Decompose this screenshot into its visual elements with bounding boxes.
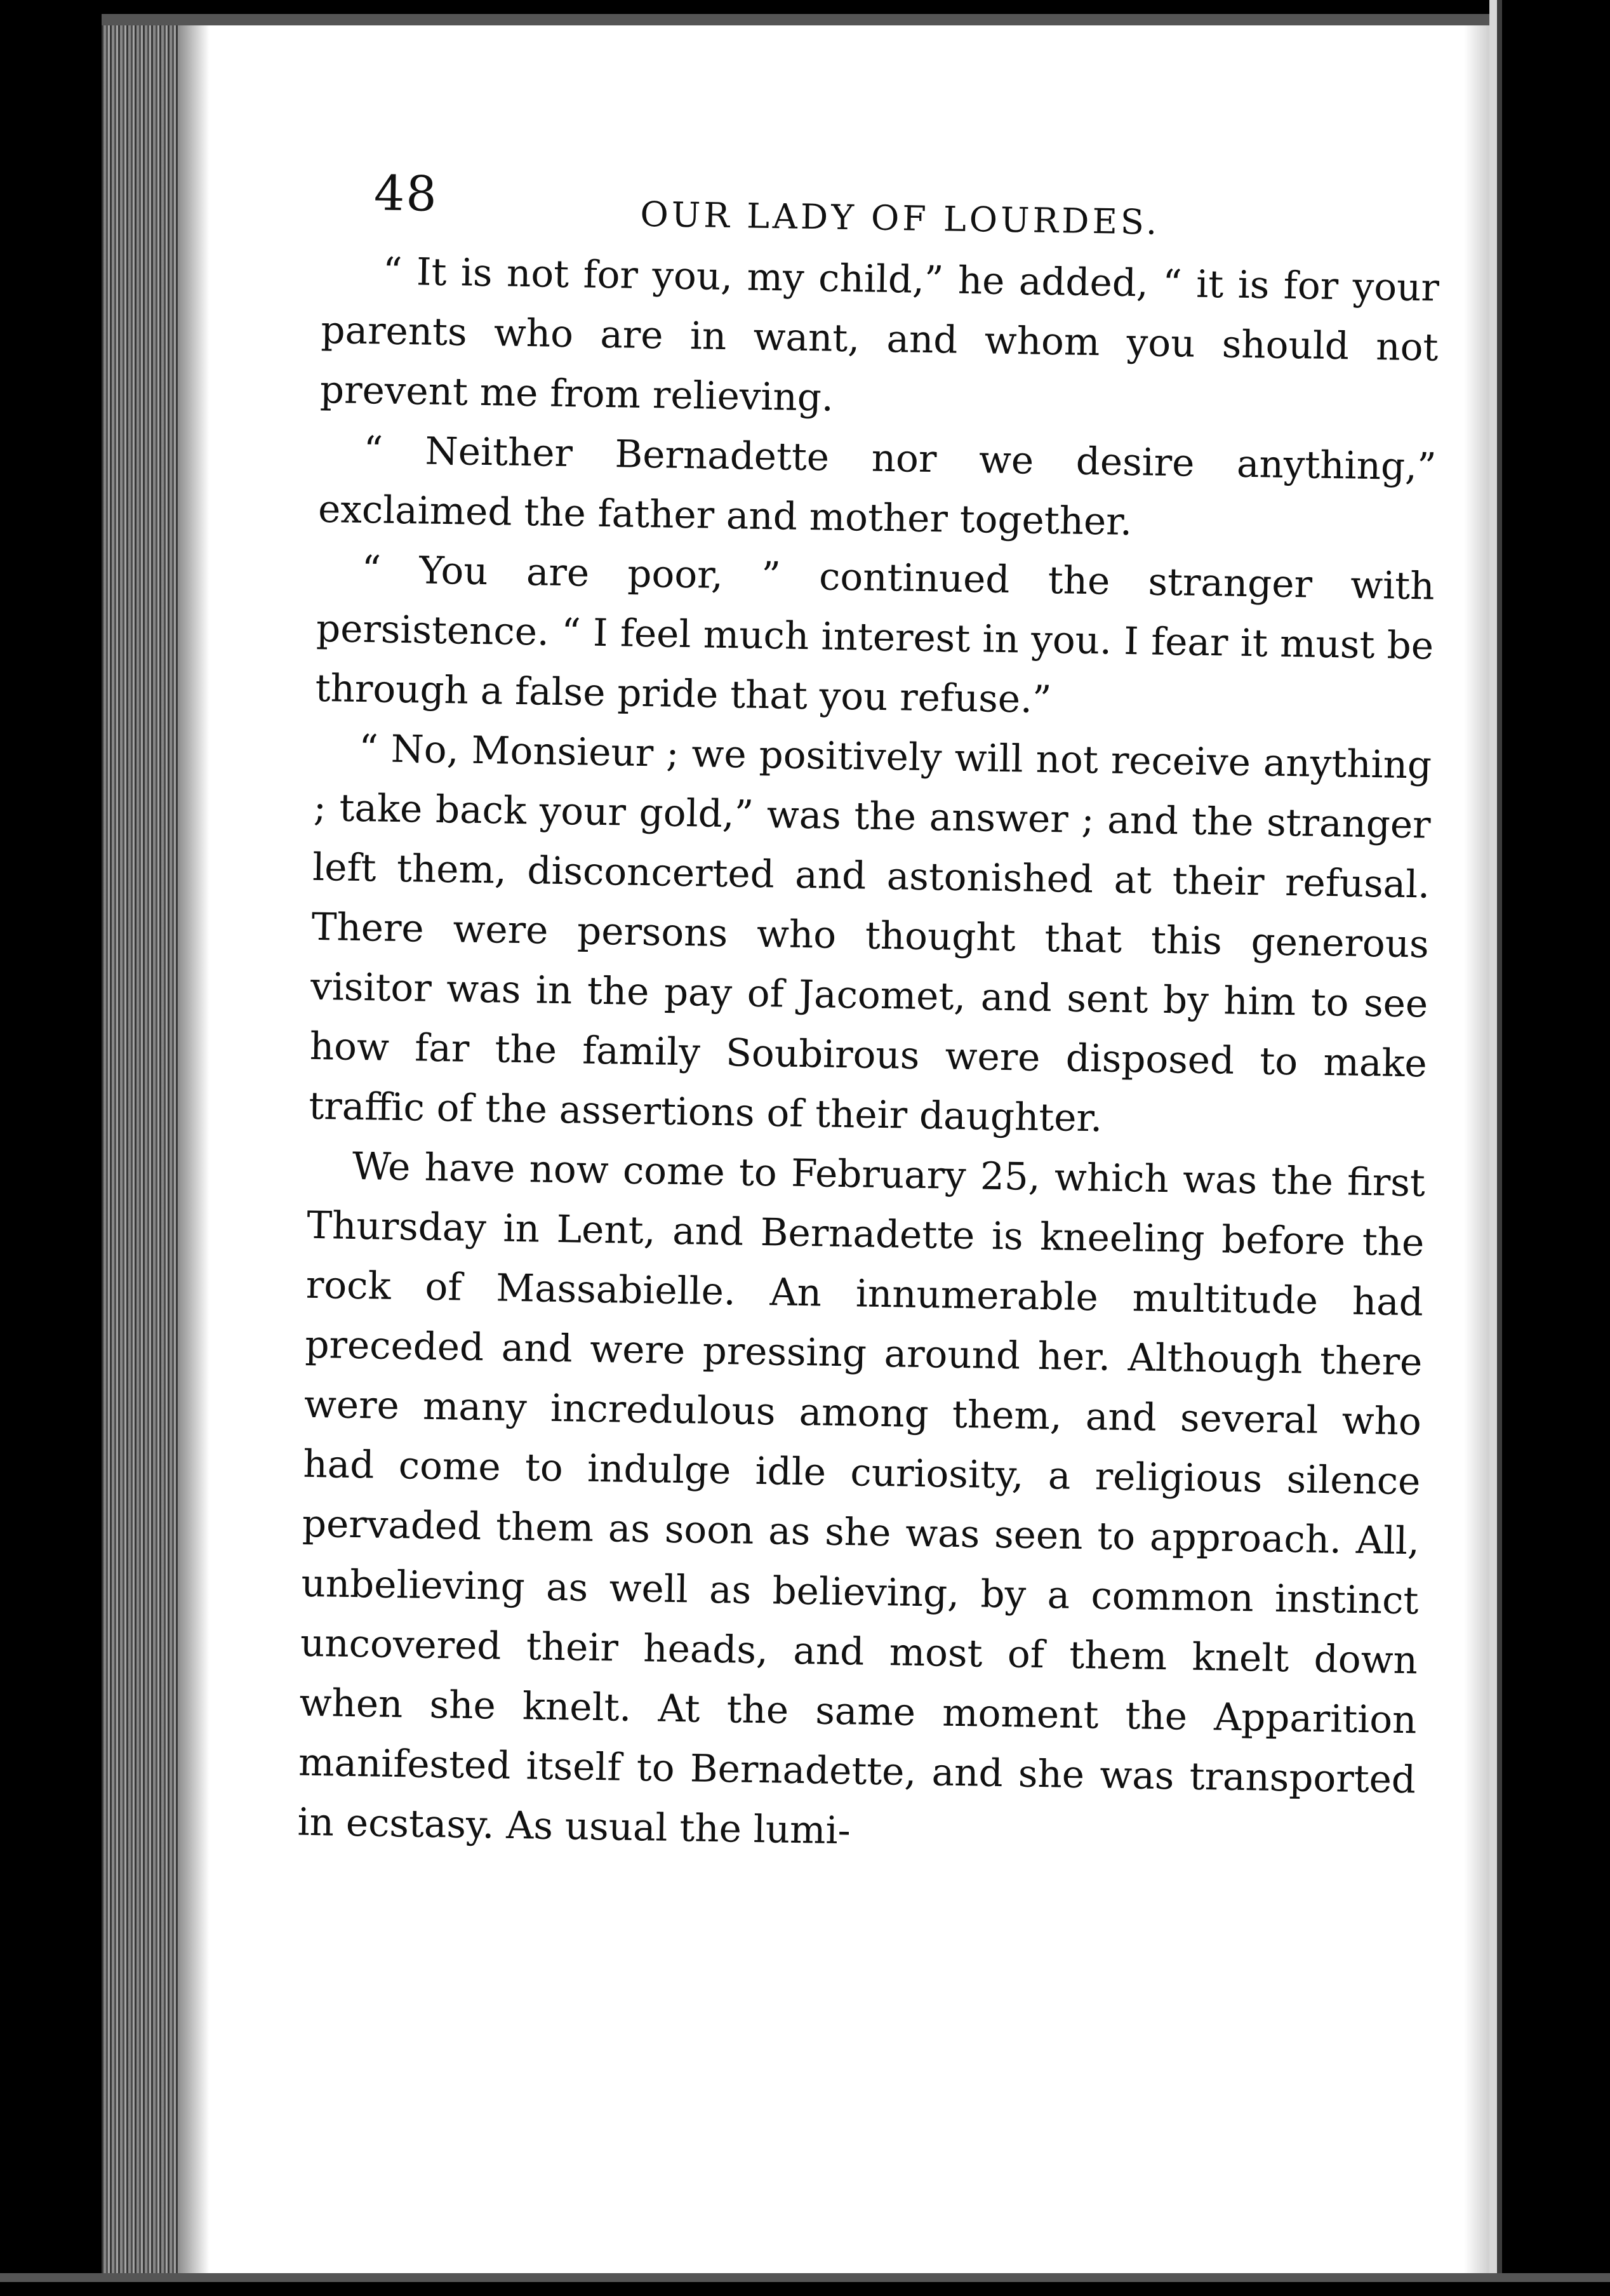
book-spine-edge	[102, 25, 178, 2273]
scan-border-bottom	[0, 2273, 1610, 2296]
running-title: OUR LADY OF LOURDES.	[640, 194, 1161, 243]
book-page	[297, 152, 1441, 1870]
spine-shadow	[178, 25, 210, 2273]
paragraph: “ It is not for you, my child,” he added, “ it is for your parents who are in want, and whom you should not prevent me from relieving.	[319, 250, 1440, 420]
scan-border-left	[0, 0, 102, 2296]
running-head	[323, 152, 1441, 259]
paragraph: “ You are poor, ” continued the stranger with persistence. “ I feel much interest in you. I fear it must be through a false pride that you refuse.”	[315, 548, 1435, 723]
paragraph: We have now come to February 25, which was the first Thursday in Lent, and Bernadette is kneeling before the rock of Massabielle. An innumerable multitude had preceded and were pressing around her. Although there were many incredulous among them, and several who had come to indulge idle curiosity, a religious silence pervaded them as soon as she was seen to approach. All, unbelieving as well as believing, by a common instinct uncovered their heads, and most of them knelt down when she knelt. At the same moment the Apparition manifested itself to Bernadette, and she was transported in ecstasy. As usual the lumi-	[297, 1144, 1426, 1853]
paragraph: “ No, Monsieur ; we positively will not receive anything ; take back your gold,” was the answer ; and the stranger left them, disconcerted and astonished at their refusal. There were persons who thought that this generous visitor was in the pay of Jacomet, and sent by him to see how far the family Soubirous were disposed to make traffic of the assertions of their daughter.	[308, 726, 1432, 1141]
scan-border-right	[1489, 0, 1610, 2296]
page-number: 48	[373, 164, 439, 222]
page-edge-shadow	[1464, 25, 1489, 2273]
scan-border-top	[0, 0, 1610, 25]
body-text	[297, 241, 1440, 1870]
paragraph: “ Neither Bernadette nor we desire anything,” exclaimed the father and mother together.	[317, 429, 1437, 545]
